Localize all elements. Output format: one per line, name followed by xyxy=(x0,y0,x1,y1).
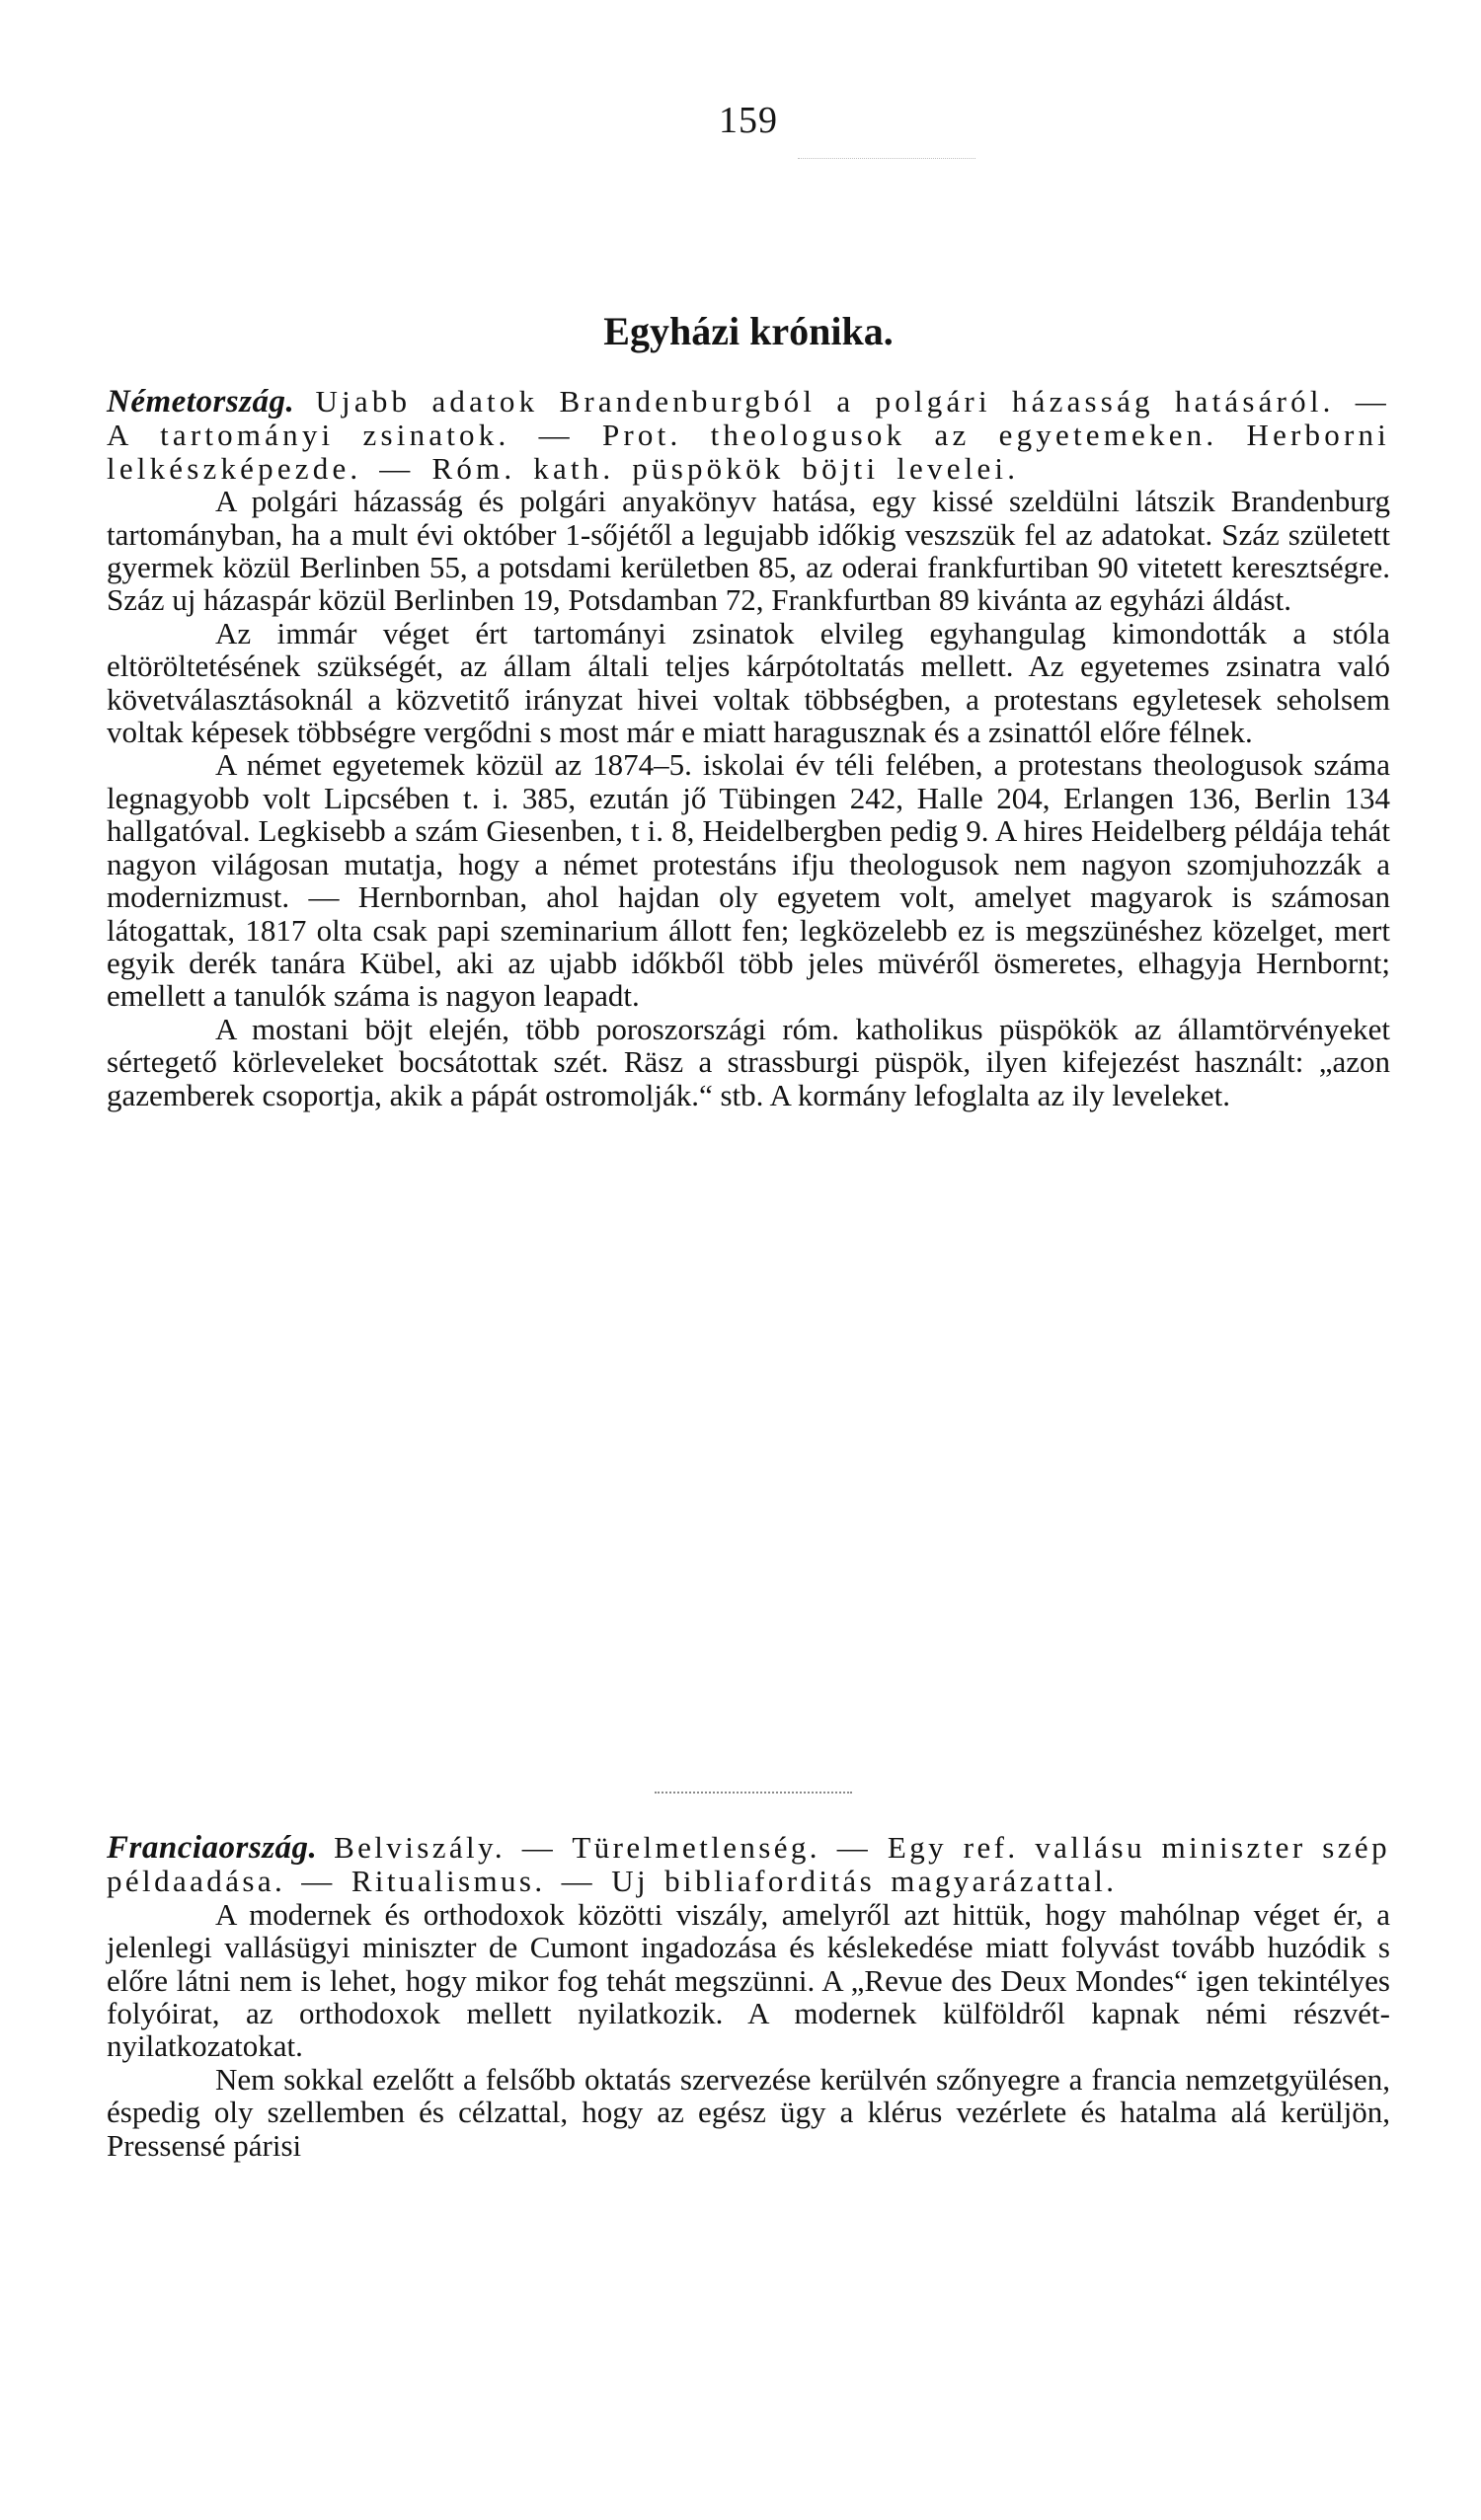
germany-paragraph-1: A polgári házasság és polgári anyakönyv hatása, egy kissé szeldülni látszik Brandenburg tartományban, ha a mult évi október 1-sőjétől a legujabb időkig veszszük fel az adatokat. Száz született gyermek közül Berlinben 55, a potsdami kerületben 85, az oderai frankfurtiban 90 vitetett keresztségre. Száz uj házaspár közül Berlinben 19, Potsdamban 72, Frankfurtban 89 kivánta az egyházi áldást. xyxy=(107,484,1390,618)
page-number: 159 xyxy=(719,100,778,141)
section-separator xyxy=(655,1792,852,1794)
header-rule xyxy=(798,158,975,159)
germany-summary xyxy=(107,385,1390,485)
section-france xyxy=(107,1831,1390,2162)
france-summary xyxy=(107,1831,1390,1898)
germany-country-heading: Németország. xyxy=(107,384,295,420)
france-paragraph-1: A modernek és orthodoxok közötti viszály, amelyről azt hittük, hogy mahólnap véget ér, a jelenlegi vallásügyi miniszter de Cumont ingadozása és késlekedése miatt folyvást tovább huzódik s előre látni nem is lehet, hogy mikor fog tehát megszünni. A „Revue des Deux Mondes“ igen tekintélyes folyóirat, az orthodoxok mellett nyilatkozik. A modernek külföldről kapnak némi részvét-nyilatkozatokat. xyxy=(107,1896,1390,2064)
germany-summary-text: Ujabb adatok Brandenburgból a polgári házasság hatásáról. — A tartományi zsinatok. — Prot. theologusok az egyetemeken. Herborni lelkészképezde. — Róm. kath. püspökök böjti levelei. xyxy=(107,384,1390,486)
section-germany xyxy=(107,385,1390,1111)
section-title: Egyházi krónika. xyxy=(603,309,894,353)
france-country-heading: Franciaország. xyxy=(107,1830,318,1866)
france-summary-text: Belviszály. — Türelmetlenség. — Egy ref. vallásu miniszter szép példaadása. — Ritualismus. — Uj bibliaforditás magyarázattal. xyxy=(107,1830,1390,1899)
germany-paragraph-3: A német egyetemek közül az 1874–5. iskolai év téli felében, a protestans theologusok száma legnagyobb volt Lipcsében t. i. 385, ezután jő Tübingen 242, Halle 204, Erlangen 136, Berlin 134 hallgatóval. Legkisebb a szám Giesenben, t i. 8, Heidelbergben pedig 9. A hires Heidelberg példája tehát nagyon világosan mutatja, hogy a német protestáns ifju theologusok nem nagyon szomjuhozzák a modernizmust. — Hernbornban, ahol hajdan oly egyetem volt, amelyet magyarok is számosan látogattak, 1817 olta csak papi szeminarium állott fen; legközelebb ez is megszünéshez közelget, mert egyik derék tanára Kübel, aki az ujabb időkből több jeles müvéről ösmeretes, elhagyja Hernbornt; emellett a tanulók száma is nagyon leapadt. xyxy=(107,747,1390,1014)
germany-paragraph-2: Az immár véget ért tartományi zsinatok elvileg egyhangulag kimondották a stóla eltöröltetésének szükségét, az állam általi teljes kárpótoltatás mellett. Az egyetemes zsinatra való követválasztásoknál a közvetitő irányzat hivei voltak többségben, a protestans egyletesek seholsem voltak képesek többségre vergődni s most már e miatt haragusznak és a zsinattól előre félnek. xyxy=(107,615,1390,750)
germany-paragraph-4: A mostani böjt elején, több poroszországi róm. katholikus püspökök az államtörvényeket sértegető körleveleket bocsátottak szét. Räsz a strassburgi püspök, ilyen kifejezést használt: „azon gazemberek csoportja, akik a pápát ostromolják.“ stb. A kormány lefoglalta az ily leveleket. xyxy=(107,1011,1390,1112)
france-paragraph-2: Nem sokkal ezelőtt a felsőbb oktatás szervezése kerülvén szőnyegre a francia nemzetgyülésen, éspedig oly szellemben és célzattal, hogy az egész ügy a klérus vezérlete és hatalma alá kerüljön, Pressensé párisi xyxy=(107,2061,1390,2163)
